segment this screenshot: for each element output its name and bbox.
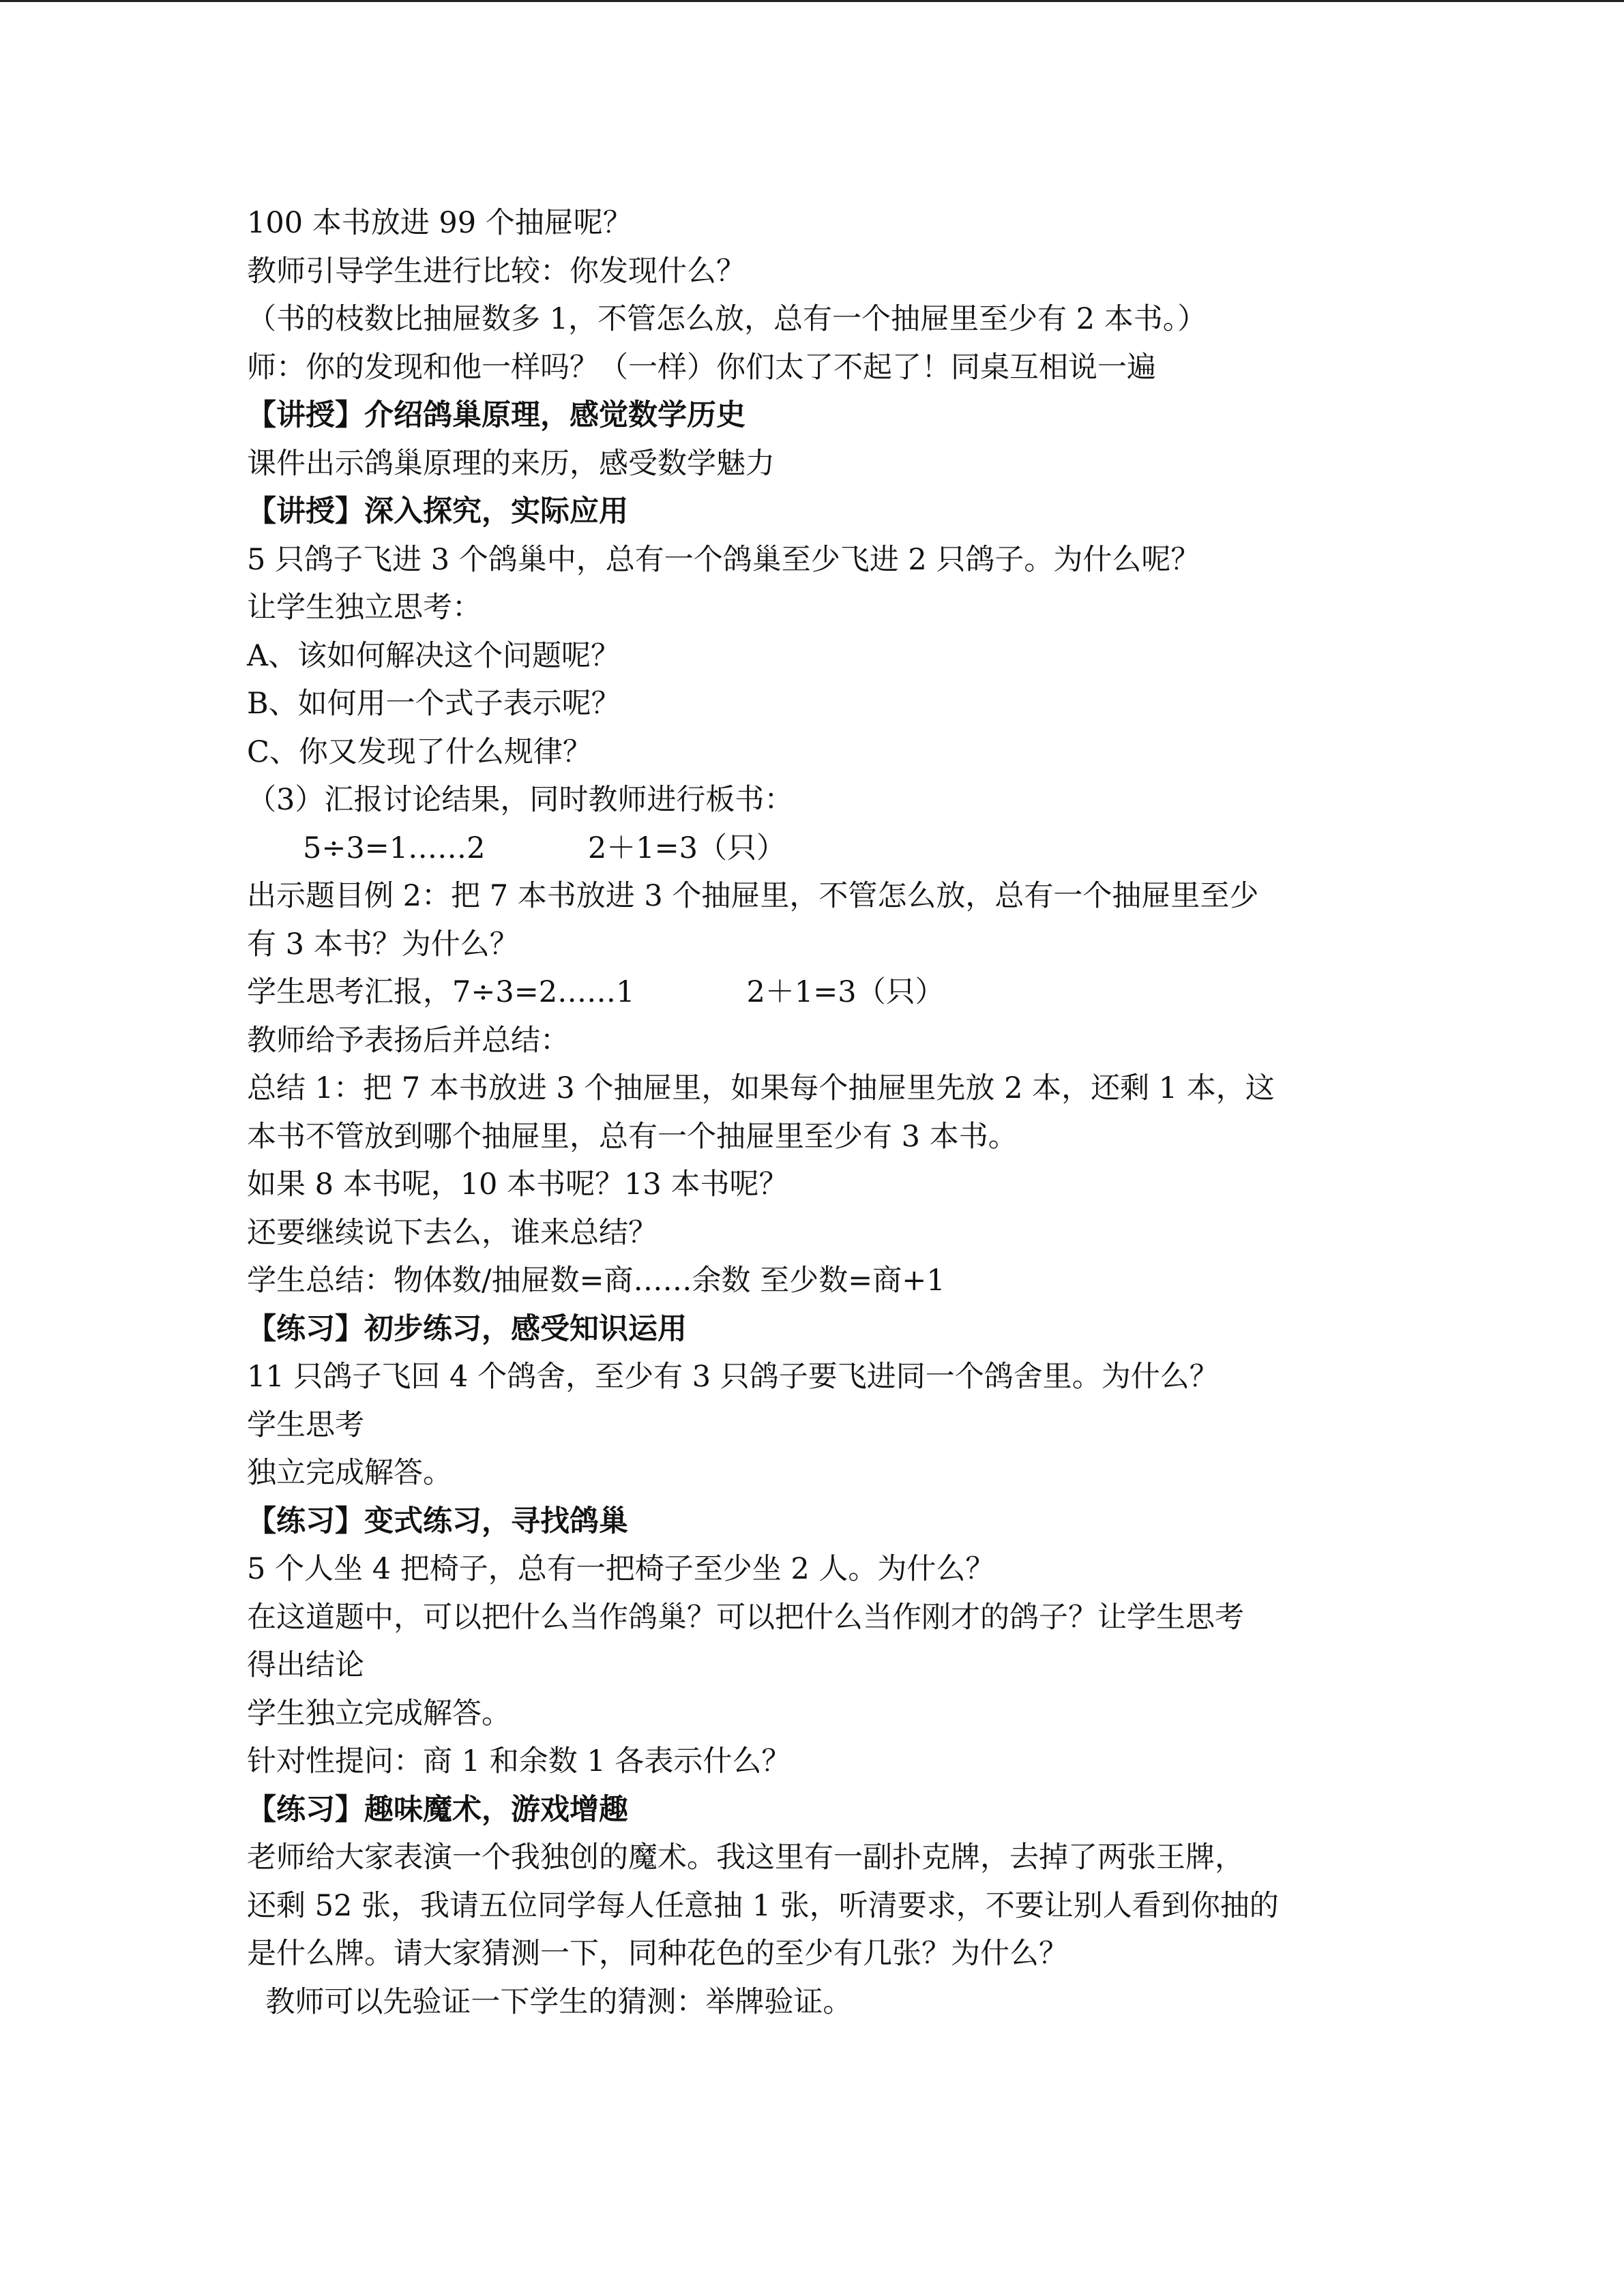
text-line: 得出结论	[247, 1648, 364, 1682]
text-line: 5 个人坐 4 把椅子，总有一把椅子至少坐 2 人。为什么？	[247, 1552, 995, 1586]
text-line: 课件出示鸽巢原理的来历，感受数学魅力	[247, 446, 775, 481]
text-line: B、如何用一个式子表示呢？	[247, 687, 621, 721]
formula-line: 5÷3=1……2 2＋1=3（只）	[247, 831, 786, 865]
text-line: C、你又发现了什么规律？	[247, 734, 592, 769]
text-line: 让学生独立思考：	[247, 591, 482, 625]
text-line: A、该如何解决这个问题呢？	[247, 638, 621, 673]
section-heading: 【练习】变式练习，寻找鸽巢	[247, 1504, 628, 1538]
text-line: 在这道题中，可以把什么当作鸽巢？可以把什么当作刚才的鸽子？让学生思考	[247, 1600, 1244, 1635]
text-line: 师：你的发现和他一样吗？（一样）你们太了不起了！同桌互相说一遍	[247, 350, 1156, 385]
text-line: 5 只鸽子飞进 3 个鸽巢中，总有一个鸽巢至少飞进 2 只鸽子。为什么呢？	[247, 542, 1200, 577]
text-line: （书的枝数比抽屉数多 1，不管怎么放，总有一个抽屉里至少有 2 本书。）	[247, 302, 1207, 336]
text-line: 还剩 52 张，我请五位同学每人任意抽 1 张，听清要求，不要让别人看到你抽的	[247, 1888, 1279, 1923]
text-line: 教师可以先验证一下学生的猜测：举牌验证。	[247, 1984, 853, 2019]
text-line: 11 只鸽子飞回 4 个鸽舍，至少有 3 只鸽子要飞进同一个鸽舍里。为什么？	[247, 1360, 1219, 1394]
text-line: 针对性提问：商 1 和余数 1 各表示什么？	[247, 1744, 791, 1778]
text-line: 100 本书放进 99 个抽屉呢？	[247, 206, 632, 240]
section-heading: 【讲授】深入探究，实际应用	[247, 494, 628, 528]
section-heading: 【练习】初步练习，感受知识运用	[247, 1311, 687, 1346]
text-line: 如果 8 本书呢，10 本书呢？13 本书呢？	[247, 1167, 788, 1202]
text-line: 老师给大家表演一个我独创的魔术。我这里有一副扑克牌，去掉了两张王牌，	[247, 1840, 1244, 1875]
text-line: 是什么牌。请大家猜测一下，同种花色的至少有几张？为什么？	[247, 1937, 1068, 1971]
section-heading: 【讲授】介绍鸽巢原理，感觉数学历史	[247, 398, 745, 432]
section-heading: 【练习】趣味魔术，游戏增趣	[247, 1792, 628, 1827]
text-line: 学生思考	[247, 1407, 364, 1442]
formula-line: 学生思考汇报，7÷3=2……1 2＋1=3（只）	[247, 975, 945, 1009]
text-line: 出示题目例 2：把 7 本书放进 3 个抽屉里，不管怎么放，总有一个抽屉里至少	[247, 879, 1259, 913]
text-line: 本书不管放到哪个抽屉里，总有一个抽屉里至少有 3 本书。	[247, 1119, 1018, 1154]
text-line: 有 3 本书？为什么？	[247, 927, 519, 961]
document-body	[247, 199, 1393, 2026]
text-line: 学生独立完成解答。	[247, 1696, 511, 1731]
page-top-border	[0, 0, 1624, 2]
text-line: 还要继续说下去么，谁来总结？	[247, 1215, 658, 1250]
text-line: 学生总结：物体数/抽屉数=商……余数 至少数=商+1	[247, 1264, 945, 1298]
text-line: 教师引导学生进行比较：你发现什么？	[247, 254, 745, 288]
text-line: 独立完成解答。	[247, 1456, 452, 1490]
text-line: 总结 1：把 7 本书放进 3 个抽屉里，如果每个抽屉里先放 2 本，还剩 1 本，这	[247, 1071, 1275, 1105]
text-line: 教师给予表扬后并总结：	[247, 1023, 570, 1058]
text-line: （3）汇报讨论结果，同时教师进行板书：	[247, 783, 794, 817]
